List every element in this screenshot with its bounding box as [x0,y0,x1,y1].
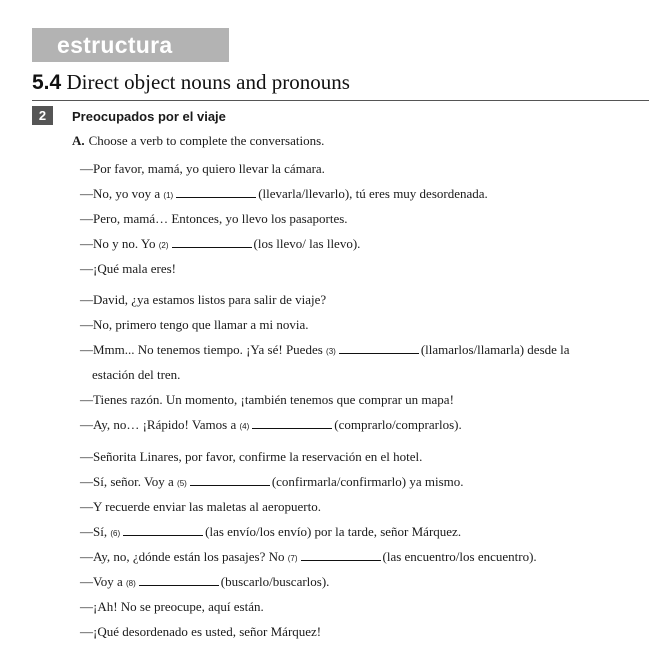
line-text: (llamarlos/llamarla) desde la [420,342,570,357]
line-text: (buscarlo/buscarlos). [220,574,330,589]
blank-number: (8) [125,579,136,588]
dialogue-line [80,549,537,567]
instruction [72,133,324,149]
dialogue-line: —No, primero tengo que llamar a mi novia. [80,317,309,332]
dialogue-line: —David, ¿ya estamos listos para salir de viaje? [80,292,327,307]
dialogue-line [80,524,461,542]
line-text: (las envío/los envío) por la tarde, señor Márquez. [205,524,462,539]
section-banner: estructura [32,28,229,62]
line-text: —Ay, no… ¡Rápido! Vamos a [80,417,237,432]
line-text: (las encuentro/los encuentro). [382,549,537,564]
answer-blank-6[interactable] [123,524,203,536]
activity-number-badge: 2 [32,106,53,125]
page-title [32,70,350,95]
dialogue-line [80,474,464,492]
blank-number: (5) [177,479,187,488]
dialogue-line: —Y recuerde enviar las maletas al aeropuerto. [80,499,321,514]
dialogue-line [80,417,462,435]
instruction-text: Choose a verb to complete the conversations. [88,133,325,148]
line-text: —No, yo voy a [80,186,161,201]
dialogue-line-continued: estación del tren. [92,367,181,382]
line-text: —Sí, [80,524,108,539]
line-text: —Voy a [80,574,123,589]
line-text: —Ay, no, ¿dónde están los pasajes? No [80,549,285,564]
line-text: —Sí, señor. Voy a [80,474,174,489]
blank-number: (4) [239,422,250,431]
dialogue-line: —¡Qué desordenado es usted, señor Márquez! [80,624,322,639]
answer-blank-3[interactable] [339,342,419,354]
answer-blank-1[interactable] [176,186,256,198]
line-text: (confirmarla/confirmarlo) ya mismo. [271,474,464,489]
section-title: Direct object nouns and pronouns [66,70,350,94]
answer-blank-4[interactable] [252,417,332,429]
dialogue-line [80,342,570,360]
activity-title: Preocupados por el viaje [72,109,226,124]
blank-number: (2) [158,241,169,250]
answer-blank-8[interactable] [139,574,219,586]
line-text: (comprarlo/comprarlos). [334,417,462,432]
dialogue-line: —¡Qué mala eres! [80,261,177,276]
answer-blank-5[interactable] [190,474,270,486]
dialogue-line [80,574,329,592]
blank-number: (1) [163,191,174,200]
answer-blank-2[interactable] [172,236,252,248]
dialogue-line [80,236,360,254]
blank-number: (3) [326,347,336,356]
answer-blank-7[interactable] [301,549,381,561]
dialogue-line [80,186,488,204]
line-text: —No y no. Yo [80,236,156,251]
dialogue-line: —Por favor, mamá, yo quiero llevar la cámara. [80,161,325,176]
dialogue-line: —Tienes razón. Un momento, ¡también tenemos que comprar un mapa! [80,392,454,407]
line-text: —Mmm... No tenemos tiempo. ¡Ya sé! Puedes [80,342,323,357]
heading-rule [32,100,649,101]
blank-number: (7) [287,554,298,563]
line-text: (llevarla/llevarlo), tú eres muy desordenada. [258,186,488,201]
section-number: 5.4 [32,71,62,94]
instruction-letter: A. [72,133,85,148]
dialogue-line: —Señorita Linares, por favor, confirme la reservación en el hotel. [80,449,423,464]
dialogue-line: —¡Ah! No se preocupe, aquí están. [80,599,264,614]
line-text: (los llevo/ las llevo). [253,236,361,251]
dialogue-line: —Pero, mamá… Entonces, yo llevo los pasaportes. [80,211,348,226]
blank-number: (6) [110,529,121,538]
